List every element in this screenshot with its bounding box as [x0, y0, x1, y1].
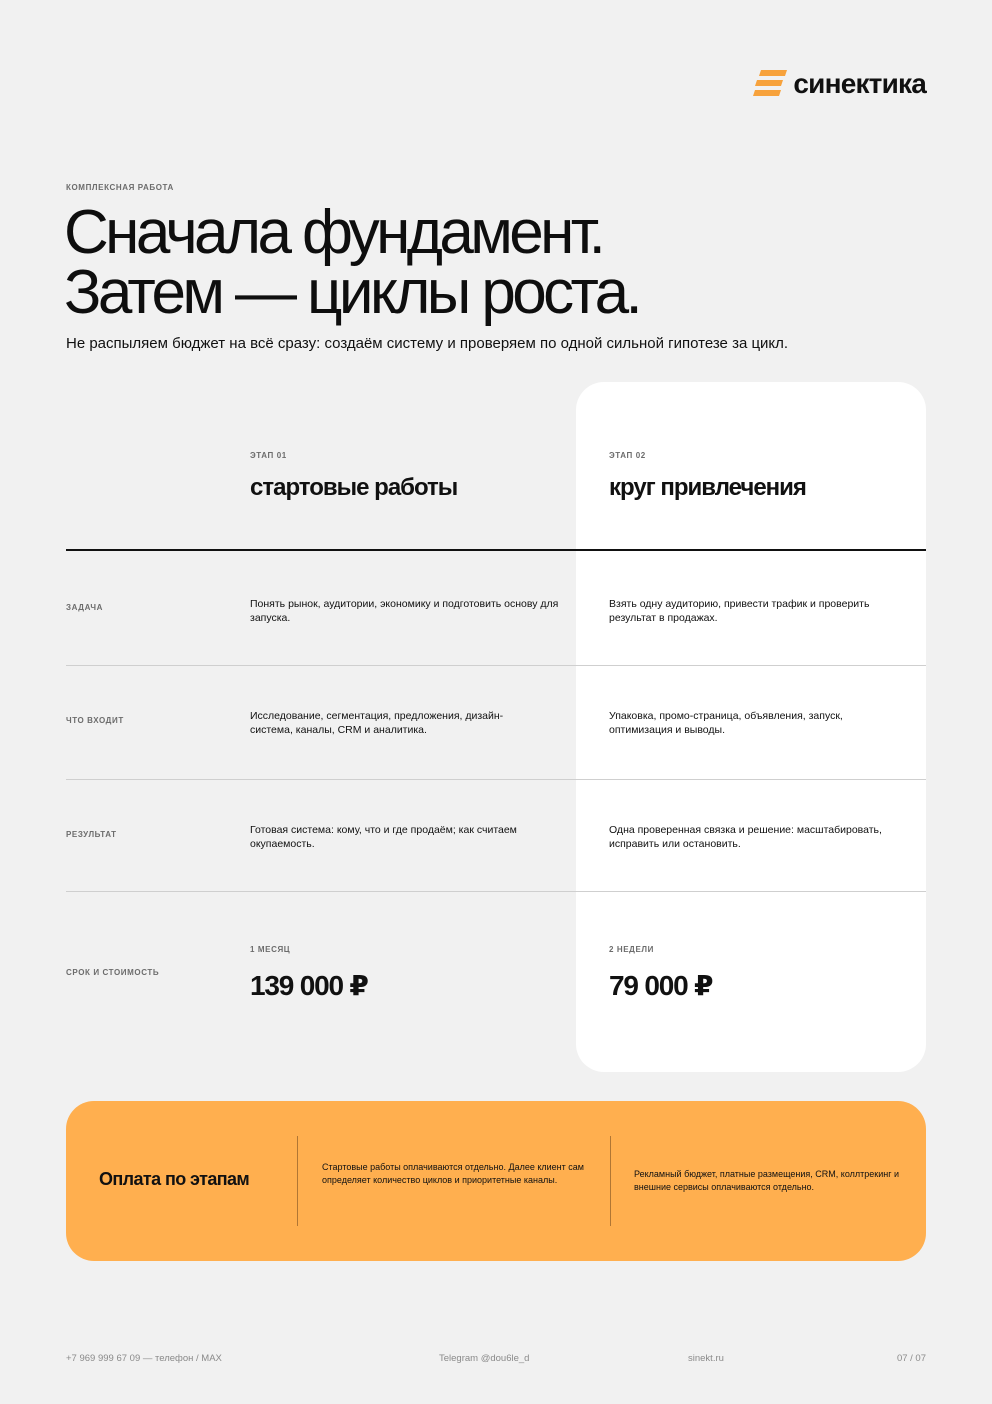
row-divider — [66, 779, 926, 780]
stage-1-includes: Исследование, сегментация, предложения, дизайн-система, каналы, CRM и аналитика. — [250, 710, 504, 736]
footer-site-link[interactable]: sinekt.ru — [688, 1353, 724, 1364]
table-header-rule — [66, 549, 926, 551]
row-label-result: РЕЗУЛЬТАТ — [66, 830, 117, 839]
stage-1-result: Готовая система: кому, что и где продаём; как считаем окупаемость. — [250, 824, 517, 850]
stage-2-includes: Упаковка, промо-страница, объявления, запуск, оптимизация и выводы. — [609, 710, 843, 736]
stage-2-duration: 2 НЕДЕЛИ — [609, 945, 654, 954]
row-label-task: ЗАДАЧА — [66, 603, 103, 612]
page-title — [64, 198, 640, 327]
footer-telegram[interactable]: Telegram @dou6le_d — [439, 1353, 530, 1364]
payment-divider — [610, 1136, 611, 1226]
payment-divider — [297, 1136, 298, 1226]
stage-2-price: 79 000 ₽ — [609, 970, 713, 1001]
stage-2-title: круг привлечения — [609, 474, 806, 501]
brand-mark-icon — [753, 70, 787, 98]
stage-1-title: стартовые работы — [250, 474, 458, 501]
row-divider — [66, 665, 926, 666]
lead-paragraph: Не распыляем бюджет на всё сразу: создаём систему и проверяем по одной сильной гипотезе за цикл. — [66, 335, 789, 352]
page-title-line-2: Затем — циклы роста. — [64, 258, 640, 327]
page-number: 07 / 07 — [896, 1353, 926, 1364]
stage-1-duration: 1 МЕСЯЦ — [250, 945, 291, 954]
brand-name: синектика — [793, 68, 926, 99]
row-label-includes: ЧТО ВХОДИТ — [66, 716, 124, 725]
stage-2-result: Одна проверенная связка и решение: масштабировать, исправить или остановить. — [609, 824, 882, 850]
page-title-line-1: Сначала фундамент. — [64, 198, 603, 267]
eyebrow: КОМПЛЕКСНАЯ РАБОТА — [66, 183, 174, 192]
row-label-cost: СРОК И СТОИМОСТЬ — [66, 968, 160, 977]
brand-logo — [753, 70, 926, 98]
stage-1-task: Понять рынок, аудитории, экономику и подготовить основу для запуска. — [250, 598, 559, 624]
footer-phone[interactable]: +7 969 999 67 09 — телефон / MAX — [66, 1353, 222, 1364]
payment-info-box — [66, 1101, 926, 1261]
row-divider — [66, 891, 926, 892]
payment-note-extra: Рекламный бюджет, платные размещения, CRM, коллтрекинг и внешние сервисы оплачиваются отдельно. — [634, 1169, 900, 1192]
stage-2-label: ЭТАП 02 — [609, 451, 646, 460]
payment-note-stages: Стартовые работы оплачиваются отдельно. Далее клиент сам определяет количество циклов и приоритетные каналы. — [322, 1162, 584, 1185]
stage-2-task: Взять одну аудиторию, привести трафик и проверить результат в продажах. — [609, 598, 870, 624]
payment-title: Оплата по этапам — [99, 1169, 250, 1189]
stage-1-price: 139 000 ₽ — [250, 970, 368, 1001]
stage-1-label: ЭТАП 01 — [250, 451, 287, 460]
